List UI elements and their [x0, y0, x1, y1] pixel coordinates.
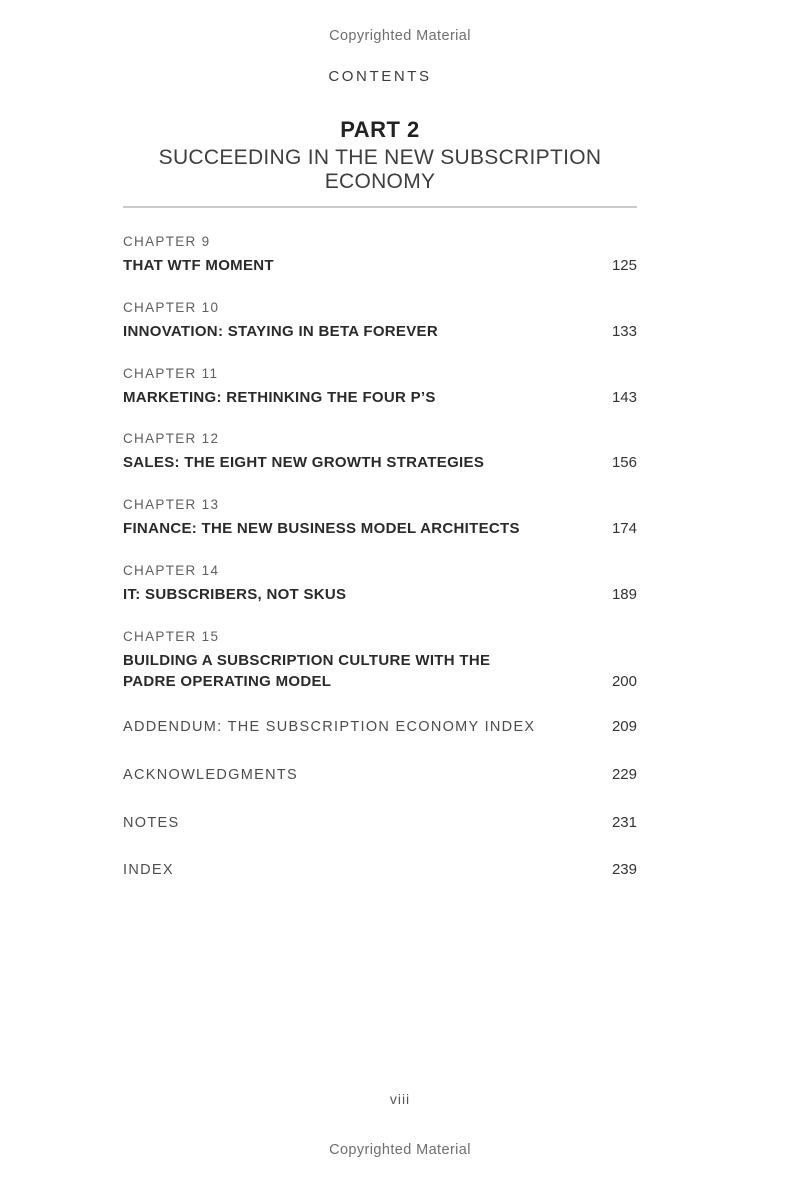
back-matter-entry [123, 812, 637, 834]
chapter-list [123, 234, 637, 693]
chapter-page-number: 174 [611, 520, 637, 538]
chapter-title: THAT WTF MOMENT [123, 257, 274, 275]
chapter-page-number: 189 [611, 585, 637, 603]
chapter-title: BUILDING A SUBSCRIPTION CULTURE WITH THE PADRE OPERATING MODEL [123, 651, 491, 691]
chapter-label: CHAPTER 11 [123, 365, 219, 381]
chapter-title: MARKETING: RETHINKING THE FOUR P’S [123, 388, 436, 406]
back-matter-page-number: 231 [611, 813, 637, 831]
chapter-title: INNOVATION: STAYING IN BETA FOREVER [123, 322, 438, 340]
back-matter-entry [123, 764, 637, 786]
toc-entry [123, 629, 637, 694]
part-heading [123, 117, 637, 193]
folio-page-number: viii [389, 1091, 411, 1107]
back-matter-page-number: 209 [611, 718, 637, 736]
chapter-page-number: 143 [611, 388, 637, 406]
toc-entry [123, 366, 637, 409]
chapter-title: SALES: THE EIGHT NEW GROWTH STRATEGIES [123, 454, 485, 472]
part-label: PART 2 [340, 117, 420, 142]
divider-rule [123, 206, 637, 208]
chapter-page-number: 133 [611, 322, 637, 340]
contents-header: CONTENTS [328, 68, 432, 85]
toc-entry [123, 563, 637, 606]
chapter-title: IT: SUBSCRIBERS, NOT SKUS [123, 585, 347, 603]
toc-entry [123, 300, 637, 343]
part-title: SUCCEEDING IN THE NEW SUBSCRIPTION ECONOMY [158, 146, 602, 193]
back-matter-title: ACKNOWLEDGMENTS [123, 766, 298, 783]
chapter-label: CHAPTER 14 [123, 562, 220, 578]
chapter-page-number: 156 [611, 454, 637, 472]
toc-entry [123, 431, 637, 474]
chapter-label: CHAPTER 15 [123, 628, 220, 644]
chapter-page-number: 200 [611, 673, 637, 691]
back-matter-title: INDEX [123, 862, 174, 879]
back-matter-entry [123, 859, 637, 881]
chapter-title: FINANCE: THE NEW BUSINESS MODEL ARCHITECTS [123, 520, 520, 538]
contents-page [123, 68, 637, 881]
back-matter-entry [123, 716, 637, 738]
back-matter-list [123, 716, 637, 881]
back-matter-title: ADDENDUM: THE SUBSCRIPTION ECONOMY INDEX [123, 719, 536, 736]
chapter-label: CHAPTER 9 [123, 234, 211, 250]
back-matter-title: NOTES [123, 814, 180, 831]
chapter-label: CHAPTER 12 [123, 431, 220, 447]
back-matter-page-number: 239 [611, 861, 637, 879]
toc-entry [123, 234, 637, 277]
back-matter-page-number: 229 [611, 765, 637, 783]
chapter-page-number: 125 [611, 257, 637, 275]
toc-entry [123, 497, 637, 540]
chapter-label: CHAPTER 13 [123, 497, 220, 513]
copyright-notice-top: Copyrighted Material [329, 28, 471, 44]
chapter-label: CHAPTER 10 [123, 299, 220, 315]
copyright-notice-bottom: Copyrighted Material [329, 1142, 471, 1158]
